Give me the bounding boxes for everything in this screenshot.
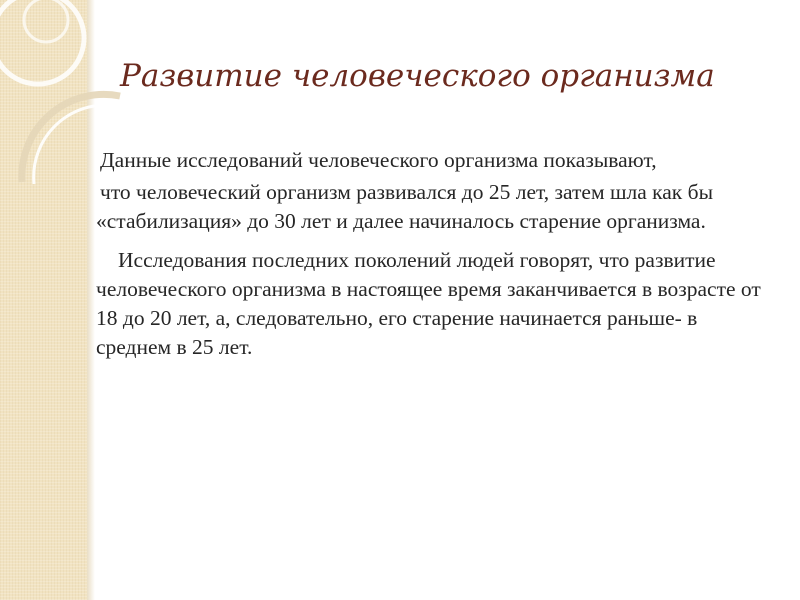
decorative-ring-small	[24, 0, 68, 42]
paragraph-2: что человеческий организм развивался до 25 лет, затем шла как бы «стабилизация» до 30 лет и далее начиналось старение организма.	[96, 180, 714, 233]
paragraph-3: Исследования последних поколений людей говорят, что развитие человеческого организма в настоящее время заканчивается в возрасте от 18 до 20 лет, а, следовательно, его старение начинается раньше- в среднем в 25 лет.	[96, 248, 761, 359]
slide-body	[96, 146, 776, 365]
paragraph-1: Данные исследований человеческого организма показывают,	[100, 148, 657, 172]
slide-title: Развитие человеческого организма	[120, 58, 715, 94]
